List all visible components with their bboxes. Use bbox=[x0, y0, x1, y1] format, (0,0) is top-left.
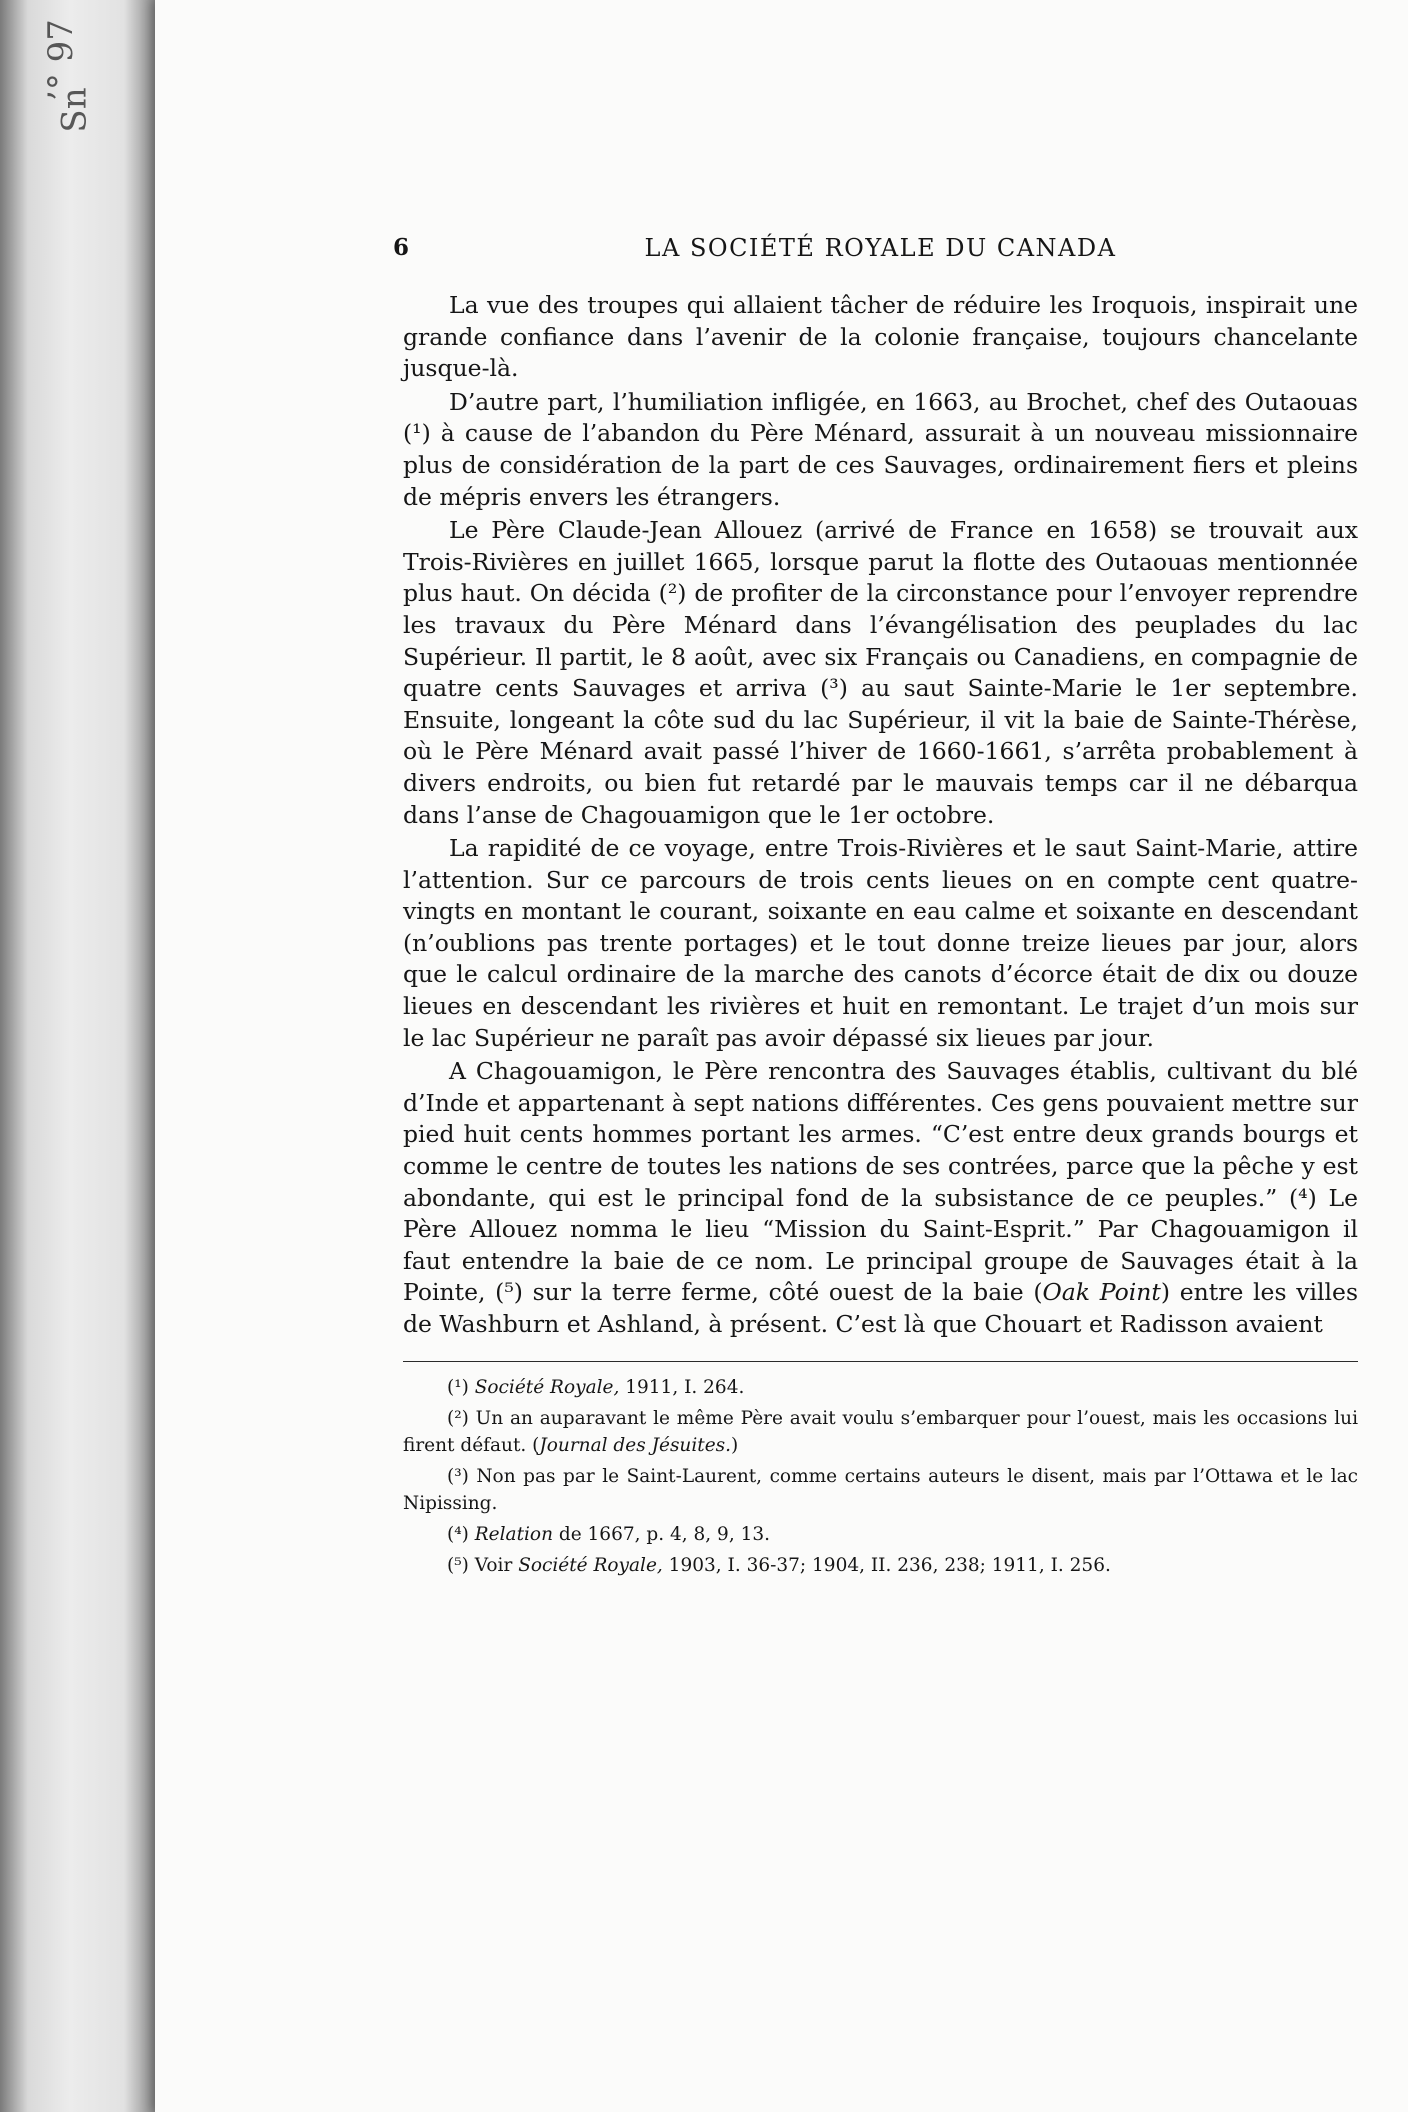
footnote bbox=[403, 1552, 1358, 1579]
main-text bbox=[403, 290, 1358, 1341]
footnote-citation: Société Royale, bbox=[518, 1554, 663, 1576]
book-page bbox=[155, 0, 1408, 2112]
footnote-citation: Relation bbox=[474, 1523, 553, 1545]
paragraph: D’autre part, l’humiliation infligée, en 1663, au Brochet, chef des Outaouas (¹) à cause de l’abandon du Père Ménard, assurait à un nouveau missionnaire plus de considération de la part de ces Sauvages, ordinairement fiers et pleins de mépris envers les étrangers. bbox=[403, 387, 1358, 511]
paragraph: La rapidité de ce voyage, entre Trois-Rivières et le saut Saint-Marie, attire l’attention. Sur ce parcours de trois cents lieues on en compte cent quatre-vingts en montant le courant, soixante en eau calme et soixante en descendant (n’oublions pas trente portages) et le tout donne treize lieues par jour, alors que le calcul ordinaire de la marche des canots d’écorce était de dix ou douze lieues en descendant les rivières et huit en remontant. Le trajet d’un mois sur le lac Supérieur ne paraît pas avoir dépassé six lieues par jour. bbox=[403, 834, 1358, 1052]
footnote-mark: (⁴) bbox=[447, 1523, 469, 1545]
footnote-text: 1903, I. 36-37; 1904, II. 236, 238; 1911, I. 256. bbox=[662, 1554, 1111, 1576]
paragraph bbox=[403, 1056, 1358, 1340]
running-title: LA SOCIÉTÉ ROYALE DU CANADA bbox=[644, 234, 1117, 262]
footnotes bbox=[403, 1374, 1358, 1579]
paragraph-text: ) entre les villes de Washburn et Ashland, à présent. C’est là que Chouart et Radisson avaient bbox=[403, 1278, 1359, 1338]
footnote-text: de 1667, p. 4, 8, 9, 13. bbox=[552, 1523, 770, 1545]
page-number: 6 bbox=[393, 234, 411, 261]
footnote-mark: (²) bbox=[447, 1407, 469, 1429]
footnote-text: ) bbox=[731, 1434, 739, 1456]
footnote-divider bbox=[403, 1361, 1358, 1362]
paragraph: Le Père Claude-Jean Allouez (arrivé de France en 1658) se trouvait aux Trois-Rivières en juillet 1665, lorsque parut la flotte des Outaouas mentionnée plus haut. On décida (²) de profiter de la circonstance pour l’envoyer reprendre les travaux du Père Ménard dans l’évangélisation des peuplades du lac Supérieur. Il partit, le 8 août, avec six Français ou Canadiens, en compagnie de quatre cents Sauvages et arriva (³) au saut Sainte-Marie le 1er septembre. Ensuite, longeant la côte sud du lac Supérieur, il vit la baie de Sainte-Thérèse, où le Père Ménard avait passé l’hiver de 1660-1661, s’arrêta probablement à divers endroits, ou bien fut retardé par le mauvais temps car il ne débarqua dans l’anse de Chagouamigon que le 1er octobre. bbox=[403, 516, 1358, 829]
scan-margin-strip bbox=[0, 0, 155, 2112]
running-header bbox=[393, 234, 1358, 274]
footnote-mark: (³) bbox=[447, 1465, 469, 1487]
paragraph: La vue des troupes qui allaient tâcher de réduire les Iroquois, inspirait une grande confiance dans l’avenir de la colonie française, toujours chancelante jusque-là. bbox=[403, 291, 1358, 383]
footnote-mark: (¹) bbox=[447, 1376, 469, 1398]
footnote-text: Non pas par le Saint-Laurent, comme certains auteurs le disent, mais par l’Ottawa et le lac Nipissing. bbox=[403, 1465, 1358, 1514]
footnote bbox=[403, 1374, 1358, 1401]
margin-handwriting: ’° 97 bbox=[40, 19, 81, 101]
footnote-mark: (⁵) bbox=[447, 1554, 469, 1576]
footnote bbox=[403, 1463, 1358, 1517]
footnote bbox=[403, 1521, 1358, 1548]
paragraph-text: A Chagouamigon, le Père rencontra des Sauvages établis, cultivant du blé d’Inde et appartenant à sept nations différentes. Ces gens pouvaient mettre sur pied huit cents hommes portant les armes. “C’est entre deux grands bourgs et comme le centre de toutes les nations de ses contrées, parce que la pêche y est abondante, qui est le principal fond de la subsistance de ce peuples.” (⁴) Le Père Allouez nomma le lieu “Mission du Saint-Esprit.” Par Chagouamigon il faut entendre la baie de ce nom. Le principal groupe de Sauvages était à la Pointe, (⁵) sur la terre ferme, côté ouest de la baie ( bbox=[403, 1057, 1358, 1307]
footnote-text: Un an auparavant le même Père avait voulu s’embarquer pour l’ouest, mais les occasions lui firent défaut. ( bbox=[403, 1407, 1358, 1456]
footnote bbox=[403, 1405, 1358, 1459]
footnote-citation: Société Royale, bbox=[474, 1376, 620, 1398]
italic-term: Oak Point bbox=[1042, 1278, 1161, 1307]
margin-handwriting: Sn bbox=[54, 87, 95, 133]
footnote-citation: Journal des Jésuites. bbox=[539, 1434, 732, 1456]
footnote-text: Voir bbox=[468, 1554, 519, 1576]
page-content bbox=[393, 234, 1359, 1583]
footnote-text: 1911, I. 264. bbox=[619, 1376, 745, 1398]
